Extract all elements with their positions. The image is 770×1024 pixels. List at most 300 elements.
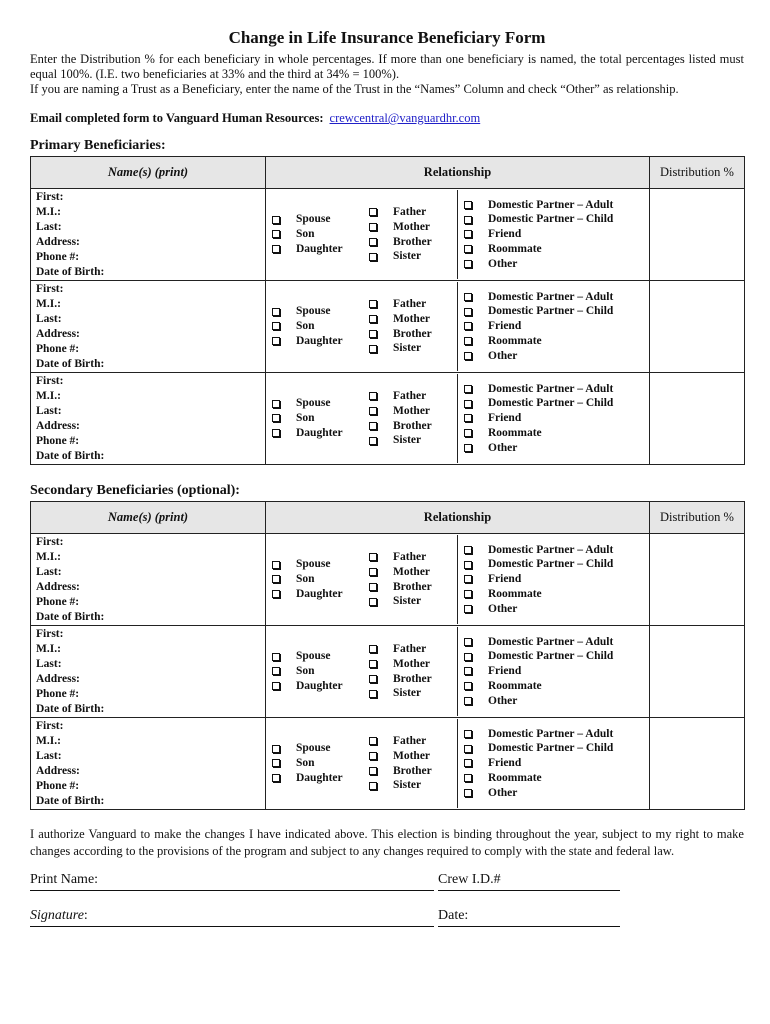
last-name-label: Last: — [36, 658, 62, 670]
relationship-option-daughter[interactable] — [272, 334, 369, 349]
relationship-option-label: Father — [393, 205, 427, 218]
relationship-option-sister[interactable] — [369, 249, 457, 264]
relationship-option-label: Domestic Partner – Child — [488, 213, 614, 226]
checkbox-icon[interactable] — [272, 561, 280, 569]
checkbox-icon[interactable] — [464, 245, 472, 253]
checkbox-icon[interactable] — [464, 429, 472, 437]
relationship-option-label: Other — [488, 786, 518, 799]
middle-initial-label: M.I.: — [36, 390, 61, 402]
checkbox-icon[interactable] — [369, 767, 377, 775]
checkbox-icon[interactable] — [464, 308, 472, 316]
relationship-option-label: Other — [488, 257, 518, 270]
relationship-option-label: Mother — [393, 220, 431, 233]
relationship-option-sister[interactable] — [369, 686, 457, 701]
relationship-option-sister[interactable] — [369, 778, 457, 793]
checkbox-icon[interactable] — [272, 216, 280, 224]
relationship-option-label: Sister — [393, 779, 422, 792]
relationship-option-spouse[interactable] — [272, 649, 369, 664]
relationship-option-son[interactable] — [272, 572, 369, 587]
dob-label: Date of Birth: — [36, 703, 105, 715]
relationship-option-mother[interactable] — [369, 220, 457, 235]
checkbox-icon[interactable] — [369, 330, 377, 338]
relationship-option-label: Daughter — [296, 771, 343, 784]
relationship-option-label: Friend — [488, 757, 522, 770]
checkbox-icon[interactable] — [369, 223, 377, 231]
relationship-option-son[interactable] — [272, 756, 369, 771]
relationship-group-family — [266, 304, 369, 348]
relationship-option-domestic-partner-adult[interactable] — [464, 727, 613, 742]
relationship-option-other[interactable] — [464, 257, 613, 272]
relationship-group-family — [266, 212, 369, 256]
dob-label: Date of Birth: — [36, 450, 105, 462]
relationship-option-label: Spouse — [296, 650, 331, 663]
middle-initial-label: M.I.: — [36, 298, 61, 310]
checkbox-icon[interactable] — [464, 745, 472, 753]
relationship-option-label: Domestic Partner – Adult — [488, 727, 614, 740]
relationship-option-label: Roommate — [488, 771, 542, 784]
relationship-option-mother[interactable] — [369, 312, 457, 327]
relationship-option-father[interactable] — [369, 734, 457, 749]
relationship-option-label: Father — [393, 550, 427, 563]
relationship-option-brother[interactable] — [369, 764, 457, 779]
relationship-option-label: Domestic Partner – Child — [488, 305, 614, 318]
checkbox-icon[interactable] — [272, 745, 280, 753]
relationship-option-label: Father — [393, 642, 427, 655]
distribution-percent-cell[interactable] — [650, 534, 745, 626]
relationship-option-label: Son — [296, 320, 315, 333]
last-name-label: Last: — [36, 750, 62, 762]
checkbox-icon[interactable] — [464, 697, 472, 705]
checkbox-icon[interactable] — [272, 653, 280, 661]
relationship-option-label: Brother — [393, 580, 432, 593]
relationship-option-label: Sister — [393, 250, 422, 263]
relationship-option-label: Mother — [393, 404, 431, 417]
relationship-cell — [266, 626, 650, 718]
relationship-group-family — [266, 649, 369, 693]
relationship-option-label: Sister — [393, 342, 422, 355]
checkbox-icon[interactable] — [464, 444, 472, 452]
signature-label: Signature: — [30, 908, 88, 923]
beneficiary-name-cell[interactable] — [31, 281, 266, 373]
checkbox-icon[interactable] — [369, 752, 377, 760]
relationship-option-mother[interactable] — [369, 657, 457, 672]
relationship-option-label: Roommate — [488, 587, 542, 600]
checkbox-icon[interactable] — [464, 414, 472, 422]
relationship-option-label: Brother — [393, 419, 432, 432]
relationship-option-label: Roommate — [488, 242, 542, 255]
checkbox-icon[interactable] — [272, 667, 280, 675]
primary-table-container — [30, 156, 744, 465]
relationship-option-domestic-partner-adult[interactable] — [464, 382, 613, 397]
date-field[interactable] — [438, 926, 620, 927]
checkbox-icon[interactable] — [464, 400, 472, 408]
relationship-option-label: Roommate — [488, 334, 542, 347]
relationship-option-other[interactable] — [464, 786, 613, 801]
relationship-option-friend[interactable] — [464, 664, 613, 679]
relationship-option-label: Daughter — [296, 587, 343, 600]
address-label: Address: — [36, 328, 80, 340]
relationship-option-label: Roommate — [488, 426, 542, 439]
checkbox-icon[interactable] — [369, 690, 377, 698]
primary-beneficiaries-title: Primary Beneficiaries: — [30, 138, 166, 153]
relationship-option-daughter[interactable] — [272, 242, 369, 257]
distribution-percent-cell[interactable] — [650, 626, 745, 718]
print-name-label: Print Name: — [30, 872, 99, 887]
relationship-option-mother[interactable] — [369, 565, 457, 580]
checkbox-icon[interactable] — [272, 230, 280, 238]
last-name-label: Last: — [36, 313, 62, 325]
relationship-option-label: Domestic Partner – Adult — [488, 198, 614, 211]
relationship-option-domestic-partner-child[interactable] — [464, 649, 613, 664]
checkbox-icon[interactable] — [369, 598, 377, 606]
checkbox-icon[interactable] — [464, 730, 472, 738]
relationship-option-label: Spouse — [296, 742, 331, 755]
relationship-option-son[interactable] — [272, 664, 369, 679]
dob-label: Date of Birth: — [36, 611, 105, 623]
relationship-group-parents-siblings — [369, 734, 457, 793]
checkbox-icon[interactable] — [369, 208, 377, 216]
relationship-option-other[interactable] — [464, 694, 613, 709]
relationship-option-other[interactable] — [464, 349, 613, 364]
relationship-group-other — [457, 374, 613, 463]
middle-initial-label: M.I.: — [36, 643, 61, 655]
relationship-option-label: Son — [296, 412, 315, 425]
checkbox-icon[interactable] — [369, 422, 377, 430]
first-name-label: First: — [36, 191, 64, 203]
relationship-option-label: Daughter — [296, 426, 343, 439]
relationship-option-label: Son — [296, 228, 315, 241]
checkbox-icon[interactable] — [464, 216, 472, 224]
relationship-option-label: Brother — [393, 672, 432, 685]
print-name-field[interactable] — [30, 890, 434, 891]
relationship-option-label: Sister — [393, 687, 422, 700]
relationship-option-father[interactable] — [369, 642, 457, 657]
relationship-option-domestic-partner-adult[interactable] — [464, 543, 613, 558]
checkbox-icon[interactable] — [369, 645, 377, 653]
relationship-group-other — [457, 282, 613, 371]
relationship-group-parents-siblings — [369, 205, 457, 264]
relationship-cell — [266, 373, 650, 465]
form-page — [30, 28, 744, 932]
dob-label: Date of Birth: — [36, 795, 105, 807]
relationship-option-domestic-partner-child[interactable] — [464, 396, 613, 411]
relationship-option-label: Friend — [488, 228, 522, 241]
signature-row — [30, 896, 744, 932]
distribution-percent-cell[interactable] — [650, 281, 745, 373]
checkbox-icon[interactable] — [464, 293, 472, 301]
date-label: Date: — [438, 908, 469, 923]
secondary-beneficiaries-title: Secondary Beneficiaries (optional): — [30, 483, 240, 498]
checkbox-icon[interactable] — [464, 337, 472, 345]
names-header: Name(s) (print) — [31, 157, 266, 189]
relationship-option-label: Domestic Partner – Adult — [488, 543, 614, 556]
relationship-option-label: Domestic Partner – Child — [488, 650, 614, 663]
phone-label: Phone #: — [36, 251, 80, 263]
checkbox-icon[interactable] — [464, 546, 472, 554]
dob-label: Date of Birth: — [36, 358, 105, 370]
beneficiary-row — [31, 189, 745, 281]
checkbox-icon[interactable] — [464, 667, 472, 675]
relationship-group-family — [266, 557, 369, 601]
checkbox-icon[interactable] — [272, 400, 280, 408]
relationship-option-label: Domestic Partner – Adult — [488, 290, 614, 303]
checkbox-icon[interactable] — [464, 682, 472, 690]
beneficiary-name-cell[interactable] — [31, 718, 266, 810]
relationship-option-son[interactable] — [272, 411, 369, 426]
relationship-option-label: Brother — [393, 235, 432, 248]
checkbox-icon[interactable] — [369, 392, 377, 400]
intro-distribution-text: Enter the Distribution % for each beneficiary in whole percentages. If more than one beneficiary is named, the total percentages listed must equal 100%. (I.E. two beneficiaries at 33% and the third at 34% = 100%). — [30, 52, 744, 81]
relationship-group-other — [457, 190, 613, 279]
relationship-option-domestic-partner-adult[interactable] — [464, 635, 613, 650]
relationship-option-label: Spouse — [296, 213, 331, 226]
relationship-option-father[interactable] — [369, 550, 457, 565]
relationship-option-roommate[interactable] — [464, 426, 613, 441]
address-label: Address: — [36, 236, 80, 248]
relationship-option-domestic-partner-child[interactable] — [464, 741, 613, 756]
middle-initial-label: M.I.: — [36, 735, 61, 747]
checkbox-icon[interactable] — [369, 583, 377, 591]
checkbox-icon[interactable] — [369, 300, 377, 308]
beneficiary-name-cell[interactable] — [31, 373, 266, 465]
relationship-option-brother[interactable] — [369, 327, 457, 342]
relationship-option-roommate[interactable] — [464, 242, 613, 257]
checkbox-icon[interactable] — [272, 429, 280, 437]
beneficiary-row — [31, 373, 745, 465]
relationship-option-roommate[interactable] — [464, 679, 613, 694]
checkbox-icon[interactable] — [464, 230, 472, 238]
relationship-option-label: Other — [488, 441, 518, 454]
relationship-option-spouse[interactable] — [272, 557, 369, 572]
beneficiary-name-cell[interactable] — [31, 189, 266, 281]
first-name-label: First: — [36, 375, 64, 387]
relationship-option-label: Spouse — [296, 305, 331, 318]
distribution-percent-cell[interactable] — [650, 189, 745, 281]
relationship-option-label: Son — [296, 757, 315, 770]
distribution-percent-cell[interactable] — [650, 373, 745, 465]
beneficiary-name-cell[interactable] — [31, 534, 266, 626]
email-label: Email completed form to Vanguard Human Resources: — [30, 111, 324, 125]
relationship-option-friend[interactable] — [464, 411, 613, 426]
address-label: Address: — [36, 420, 80, 432]
relationship-option-label: Spouse — [296, 397, 331, 410]
relationship-option-father[interactable] — [369, 297, 457, 312]
secondary-beneficiary-table — [30, 501, 745, 810]
relationship-option-father[interactable] — [369, 205, 457, 220]
checkbox-icon[interactable] — [369, 437, 377, 445]
checkbox-icon[interactable] — [464, 605, 472, 613]
checkbox-icon[interactable] — [369, 315, 377, 323]
relationship-option-friend[interactable] — [464, 572, 613, 587]
table-header-row — [31, 157, 745, 189]
relationship-option-sister[interactable] — [369, 341, 457, 356]
checkbox-icon[interactable] — [464, 590, 472, 598]
relationship-option-label: Friend — [488, 412, 522, 425]
relationship-option-spouse[interactable] — [272, 741, 369, 756]
beneficiary-row — [31, 534, 745, 626]
relationship-header: Relationship — [266, 157, 650, 189]
relationship-cell — [266, 718, 650, 810]
relationship-option-daughter[interactable] — [272, 426, 369, 441]
relationship-option-friend[interactable] — [464, 756, 613, 771]
intro-trust-text: If you are naming a Trust as a Beneficiary, enter the name of the Trust in the “Names” Column and check “Other” as relationship. — [30, 82, 679, 96]
checkbox-icon[interactable] — [272, 759, 280, 767]
email-link[interactable]: crewcentral@vanguardhr.com — [329, 111, 481, 125]
checkbox-icon[interactable] — [464, 575, 472, 583]
checkbox-icon[interactable] — [369, 238, 377, 246]
checkbox-icon[interactable] — [369, 568, 377, 576]
relationship-cell — [266, 534, 650, 626]
checkbox-icon[interactable] — [369, 345, 377, 353]
relationship-option-daughter[interactable] — [272, 587, 369, 602]
relationship-option-domestic-partner-adult[interactable] — [464, 198, 613, 213]
relationship-option-domestic-partner-child[interactable] — [464, 557, 613, 572]
checkbox-icon[interactable] — [272, 590, 280, 598]
checkbox-icon[interactable] — [369, 407, 377, 415]
relationship-option-daughter[interactable] — [272, 679, 369, 694]
address-label: Address: — [36, 673, 80, 685]
signature-field[interactable] — [30, 926, 434, 927]
relationship-option-sister[interactable] — [369, 594, 457, 609]
checkbox-icon[interactable] — [464, 638, 472, 646]
relationship-option-brother[interactable] — [369, 672, 457, 687]
form-title: Change in Life Insurance Beneficiary Form — [228, 28, 546, 47]
relationship-option-roommate[interactable] — [464, 334, 613, 349]
checkbox-icon[interactable] — [272, 682, 280, 690]
relationship-option-mother[interactable] — [369, 749, 457, 764]
distribution-percent-cell[interactable] — [650, 718, 745, 810]
checkbox-icon[interactable] — [464, 385, 472, 393]
relationship-option-other[interactable] — [464, 441, 613, 456]
beneficiary-row — [31, 718, 745, 810]
relationship-option-other[interactable] — [464, 602, 613, 617]
relationship-cell — [266, 189, 650, 281]
middle-initial-label: M.I.: — [36, 551, 61, 563]
checkbox-icon[interactable] — [272, 322, 280, 330]
relationship-option-label: Mother — [393, 749, 431, 762]
relationship-option-label: Daughter — [296, 334, 343, 347]
checkbox-icon[interactable] — [464, 260, 472, 268]
relationship-option-label: Brother — [393, 327, 432, 340]
middle-initial-label: M.I.: — [36, 206, 61, 218]
first-name-label: First: — [36, 536, 64, 548]
relationship-option-son[interactable] — [272, 319, 369, 334]
checkbox-icon[interactable] — [464, 322, 472, 330]
checkbox-icon[interactable] — [464, 352, 472, 360]
first-name-label: First: — [36, 628, 64, 640]
relationship-option-label: Sister — [393, 595, 422, 608]
checkbox-icon[interactable] — [464, 759, 472, 767]
relationship-option-domestic-partner-child[interactable] — [464, 304, 613, 319]
checkbox-icon[interactable] — [272, 575, 280, 583]
relationship-group-other — [457, 719, 613, 808]
phone-label: Phone #: — [36, 343, 80, 355]
relationship-option-label: Son — [296, 573, 315, 586]
relationship-option-roommate[interactable] — [464, 587, 613, 602]
names-header: Name(s) (print) — [31, 502, 266, 534]
relationship-option-label: Friend — [488, 320, 522, 333]
relationship-option-daughter[interactable] — [272, 771, 369, 786]
relationship-option-friend[interactable] — [464, 227, 613, 242]
address-label: Address: — [36, 765, 80, 777]
relationship-option-sister[interactable] — [369, 433, 457, 448]
relationship-group-parents-siblings — [369, 550, 457, 609]
checkbox-icon[interactable] — [272, 774, 280, 782]
checkbox-icon[interactable] — [272, 414, 280, 422]
relationship-option-label: Domestic Partner – Adult — [488, 635, 614, 648]
relationship-option-label: Mother — [393, 565, 431, 578]
relationship-option-spouse[interactable] — [272, 212, 369, 227]
relationship-option-label: Mother — [393, 312, 431, 325]
relationship-group-family — [266, 396, 369, 440]
relationship-option-brother[interactable] — [369, 235, 457, 250]
relationship-option-label: Father — [393, 389, 427, 402]
last-name-label: Last: — [36, 405, 62, 417]
relationship-group-parents-siblings — [369, 389, 457, 448]
phone-label: Phone #: — [36, 596, 80, 608]
relationship-option-label: Daughter — [296, 242, 343, 255]
checkbox-icon[interactable] — [464, 201, 472, 209]
relationship-option-label: Domestic Partner – Child — [488, 397, 614, 410]
secondary-table-container — [30, 501, 744, 810]
relationship-group-parents-siblings — [369, 297, 457, 356]
checkbox-icon[interactable] — [369, 553, 377, 561]
relationship-option-roommate[interactable] — [464, 771, 613, 786]
checkbox-icon[interactable] — [369, 737, 377, 745]
dob-label: Date of Birth: — [36, 266, 105, 278]
relationship-option-label: Friend — [488, 573, 522, 586]
beneficiary-name-cell[interactable] — [31, 626, 266, 718]
relationship-option-brother[interactable] — [369, 419, 457, 434]
relationship-option-domestic-partner-adult[interactable] — [464, 290, 613, 305]
relationship-option-label: Mother — [393, 657, 431, 670]
checkbox-icon[interactable] — [272, 245, 280, 253]
relationship-option-father[interactable] — [369, 389, 457, 404]
relationship-option-label: Son — [296, 665, 315, 678]
last-name-label: Last: — [36, 221, 62, 233]
beneficiary-row — [31, 626, 745, 718]
relationship-option-label: Roommate — [488, 679, 542, 692]
crew-id-field[interactable] — [438, 890, 620, 891]
relationship-option-friend[interactable] — [464, 319, 613, 334]
relationship-option-mother[interactable] — [369, 404, 457, 419]
relationship-option-son[interactable] — [272, 227, 369, 242]
relationship-option-label: Other — [488, 349, 518, 362]
print-name-row — [30, 860, 744, 896]
checkbox-icon[interactable] — [369, 675, 377, 683]
checkbox-icon[interactable] — [369, 660, 377, 668]
relationship-option-spouse[interactable] — [272, 304, 369, 319]
checkbox-icon[interactable] — [464, 653, 472, 661]
checkbox-icon[interactable] — [464, 561, 472, 569]
relationship-option-brother[interactable] — [369, 580, 457, 595]
checkbox-icon[interactable] — [272, 337, 280, 345]
relationship-option-label: Friend — [488, 665, 522, 678]
beneficiary-row — [31, 281, 745, 373]
primary-beneficiary-table — [30, 156, 745, 465]
relationship-cell — [266, 281, 650, 373]
authorization-statement: I authorize Vanguard to make the changes I have indicated above. This election is binding throughout the year, subject to my right to make changes according to the provisions of the program and subject to any changes required to comply with the state and federal law. — [30, 827, 744, 858]
checkbox-icon[interactable] — [464, 789, 472, 797]
checkbox-icon[interactable] — [272, 308, 280, 316]
checkbox-icon[interactable] — [369, 782, 377, 790]
relationship-option-spouse[interactable] — [272, 396, 369, 411]
checkbox-icon[interactable] — [464, 774, 472, 782]
relationship-option-label: Father — [393, 297, 427, 310]
first-name-label: First: — [36, 283, 64, 295]
checkbox-icon[interactable] — [369, 253, 377, 261]
relationship-option-domestic-partner-child[interactable] — [464, 212, 613, 227]
